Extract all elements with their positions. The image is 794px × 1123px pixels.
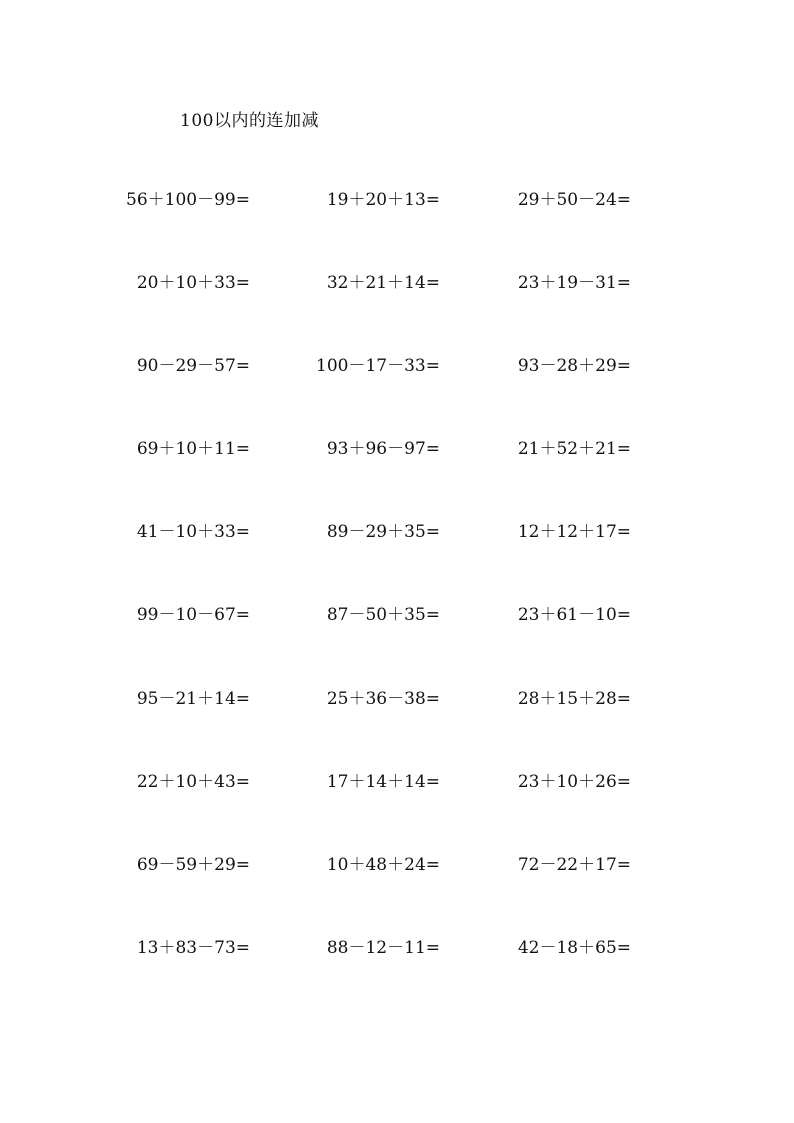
problem-item: 32＋21＋14= [326,273,440,294]
problem-row [0,271,794,354]
problem-item: 13＋83－73= [136,937,250,958]
problem-row [0,603,794,686]
problem-item: 25＋36－38= [326,688,440,709]
problem-item: 99－10－67= [136,605,250,626]
problem-item: 42－18＋65= [517,937,631,958]
problem-row [0,936,794,1019]
problem-item: 28＋15＋28= [517,688,631,709]
problem-row [0,770,794,853]
problem-item: 69＋10＋11= [136,439,250,460]
problem-item: 87－50＋35= [326,605,440,626]
problem-item: 89－29＋35= [326,522,440,543]
problem-row [0,853,794,936]
problem-grid [0,188,794,1019]
worksheet-title: 100以内的连加减 [180,111,319,131]
problem-row [0,687,794,770]
problem-item: 29＋50－24= [517,190,631,210]
problem-item: 95－21＋14= [136,688,250,709]
problem-item: 41－10＋33= [136,522,250,543]
problem-row [0,188,794,271]
problem-item: 21＋52＋21= [517,439,631,460]
problem-row [0,437,794,520]
problem-row [0,520,794,603]
problem-item: 23＋61－10= [517,605,631,626]
problem-item: 23＋19－31= [517,273,631,294]
problem-item: 10＋48＋24= [326,854,440,875]
problem-item: 12＋12＋17= [517,522,631,543]
problem-item: 19＋20＋13= [326,190,440,210]
problem-item: 56＋100－99= [126,190,250,210]
problem-item: 93＋96－97= [326,439,440,460]
problem-item: 90－29－57= [136,356,250,377]
problem-item: 20＋10＋33= [136,273,250,294]
problem-item: 72－22＋17= [517,854,631,875]
problem-item: 23＋10＋26= [517,771,631,792]
problem-item: 93－28＋29= [517,356,631,377]
problem-row [0,354,794,437]
problem-item: 22＋10＋43= [136,771,250,792]
problem-item: 88－12－11= [326,937,440,958]
problem-item: 100－17－33= [316,356,440,377]
problem-item: 17＋14＋14= [326,771,440,792]
problem-item: 69－59＋29= [136,854,250,875]
